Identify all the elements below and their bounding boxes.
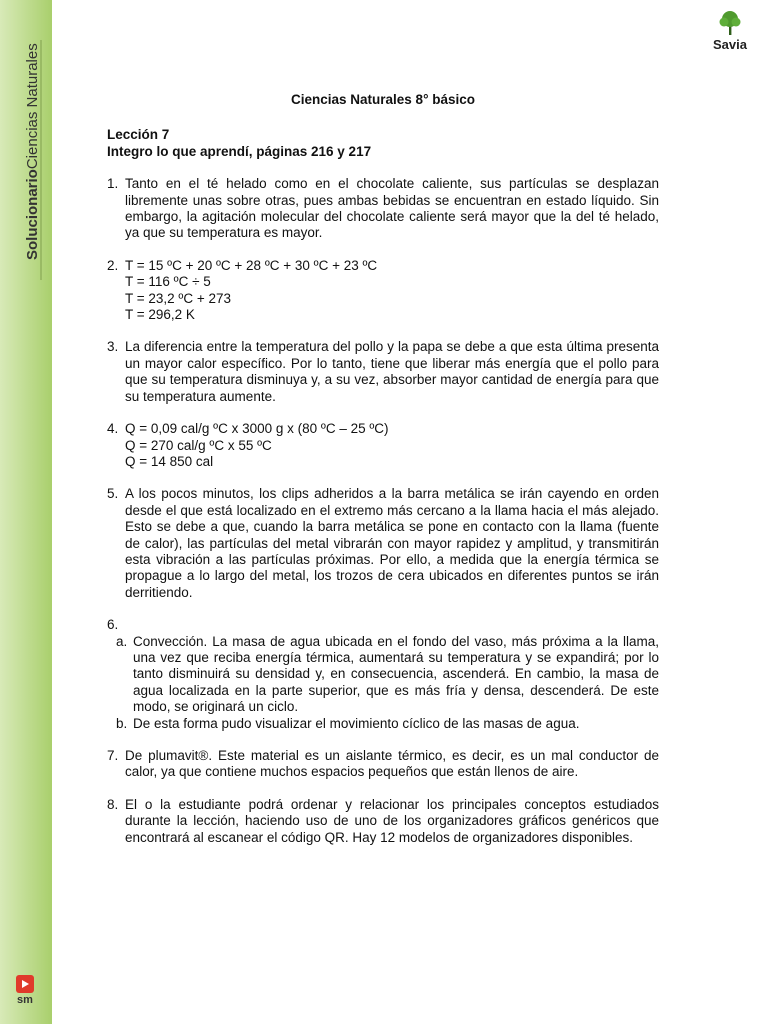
document-body	[107, 92, 659, 862]
answer-item	[107, 258, 659, 324]
item-text: De plumavit®. Este material es un aislante térmico, es decir, es un mal conductor de calor, ya que contiene muchos espacios pequeños que están llenos de aire.	[125, 748, 659, 780]
sidebar-strip	[0, 0, 52, 1024]
sub-item	[107, 716, 659, 732]
equation-line: Q = 0,09 cal/g ºC x 3000 g x (80 ºC – 25 ºC)	[125, 421, 389, 437]
item-number: 7.	[107, 748, 119, 763]
item-number: 4.	[107, 421, 119, 437]
answer-item	[107, 748, 659, 781]
equation-line: T = 23,2 ºC + 273	[125, 290, 232, 306]
equation-line: Q = 270 cal/g ºC x 55 ºC	[125, 437, 272, 453]
equation-line: Q = 14 850 cal	[125, 453, 214, 469]
sidebar-label-bold: Solucionario	[24, 169, 41, 260]
equation-line: T = 116 ºC ÷ 5	[125, 274, 211, 290]
item-number: 5.	[107, 486, 119, 502]
sidebar-label	[24, 43, 41, 260]
sub-item-letter: a.	[116, 633, 128, 649]
sm-logo-text: sm	[17, 994, 33, 1006]
answer-item	[107, 486, 659, 601]
sub-item-letter: b.	[116, 715, 128, 731]
item-text: Tanto en el té helado como en el chocolate caliente, sus partículas se desplazan libremente unas sobre otras, pues ambas bebidas se encuentran en estado líquido. Sin embargo, la agitación molecular del chocolate caliente será mayor que la del té helado, ya que su temperatura es mayor.	[125, 176, 659, 241]
sub-item	[107, 634, 659, 716]
item-text: El o la estudiante podrá ordenar y relacionar los principales conceptos estudiados durante la lección, haciendo uso de uno de los organizadores gráficos genéricos que encontrará al escanear el código QR. Hay 12 modelos de organizadores disponibles.	[125, 796, 659, 845]
item-text: A los pocos minutos, los clips adheridos a la barra metálica se irán cayendo en orden desde el que está localizado en el extremo más cercano a la llama hacia el más alejado. Esto se debe a que, cuando la barra metálica se pone en contacto con la llama (fuente de calor), las partículas del metal vibrarán con mayor rapidez y amplitud, y transmitirán esta vibración a las partículas próximas. Por ello, a medida que la energía térmica se propague a lo largo del metal, los trozos de cera ubicados en diferentes puntos se irán derritiendo.	[125, 486, 659, 600]
answer-list	[107, 176, 659, 846]
answer-item	[107, 176, 659, 242]
savia-logo	[705, 10, 755, 52]
sm-logo	[10, 975, 40, 1006]
page-title: Ciencias Naturales 8° básico	[291, 92, 475, 107]
lesson-subtitle: Integro lo que aprendí, páginas 216 y 217	[107, 143, 372, 159]
sub-item-text: Convección. La masa de agua ubicada en el fondo del vaso, más próxima a la llama, una vez que reciba energía térmica, aumentará su temperatura y se expandirá; por lo tanto disminuirá su densidad y, en consecuencia, ascenderá. En cambio, la masa de agua localizada en la parte superior, que es más fría y densa, descenderá. De este modo, se originará un ciclo.	[133, 633, 659, 715]
equation-line: T = 296,2 K	[125, 307, 195, 323]
item-number: 2.	[107, 257, 119, 273]
lesson-title: Lección 7	[107, 127, 170, 143]
item-number: 6.	[107, 617, 119, 633]
item-number: 1.	[107, 176, 119, 192]
sidebar-label-light: Ciencias Naturales	[24, 43, 41, 170]
answer-item	[107, 797, 659, 846]
equation-line: T = 15 ºC + 20 ºC + 28 ºC + 30 ºC + 23 ºC	[125, 257, 378, 273]
answer-item	[107, 617, 659, 732]
answer-item	[107, 339, 659, 405]
sub-item-text: De esta forma pudo visualizar el movimiento cíclico de las masas de agua.	[133, 715, 580, 731]
savia-brand: Savia	[713, 37, 747, 52]
play-icon	[16, 975, 34, 993]
item-number: 8.	[107, 796, 119, 812]
item-number: 3.	[107, 339, 119, 355]
answer-item	[107, 421, 659, 470]
tree-icon	[717, 10, 743, 36]
sub-list	[107, 634, 659, 732]
item-text: La diferencia entre la temperatura del pollo y la papa se debe a que esta última presenta un mayor calor específico. Por lo tanto, tiene que liberar más energía que el pollo para que su temperatura disminuya y, a su vez, absorber mayor cantidad de energía para que su temperatura aumente.	[125, 339, 659, 404]
